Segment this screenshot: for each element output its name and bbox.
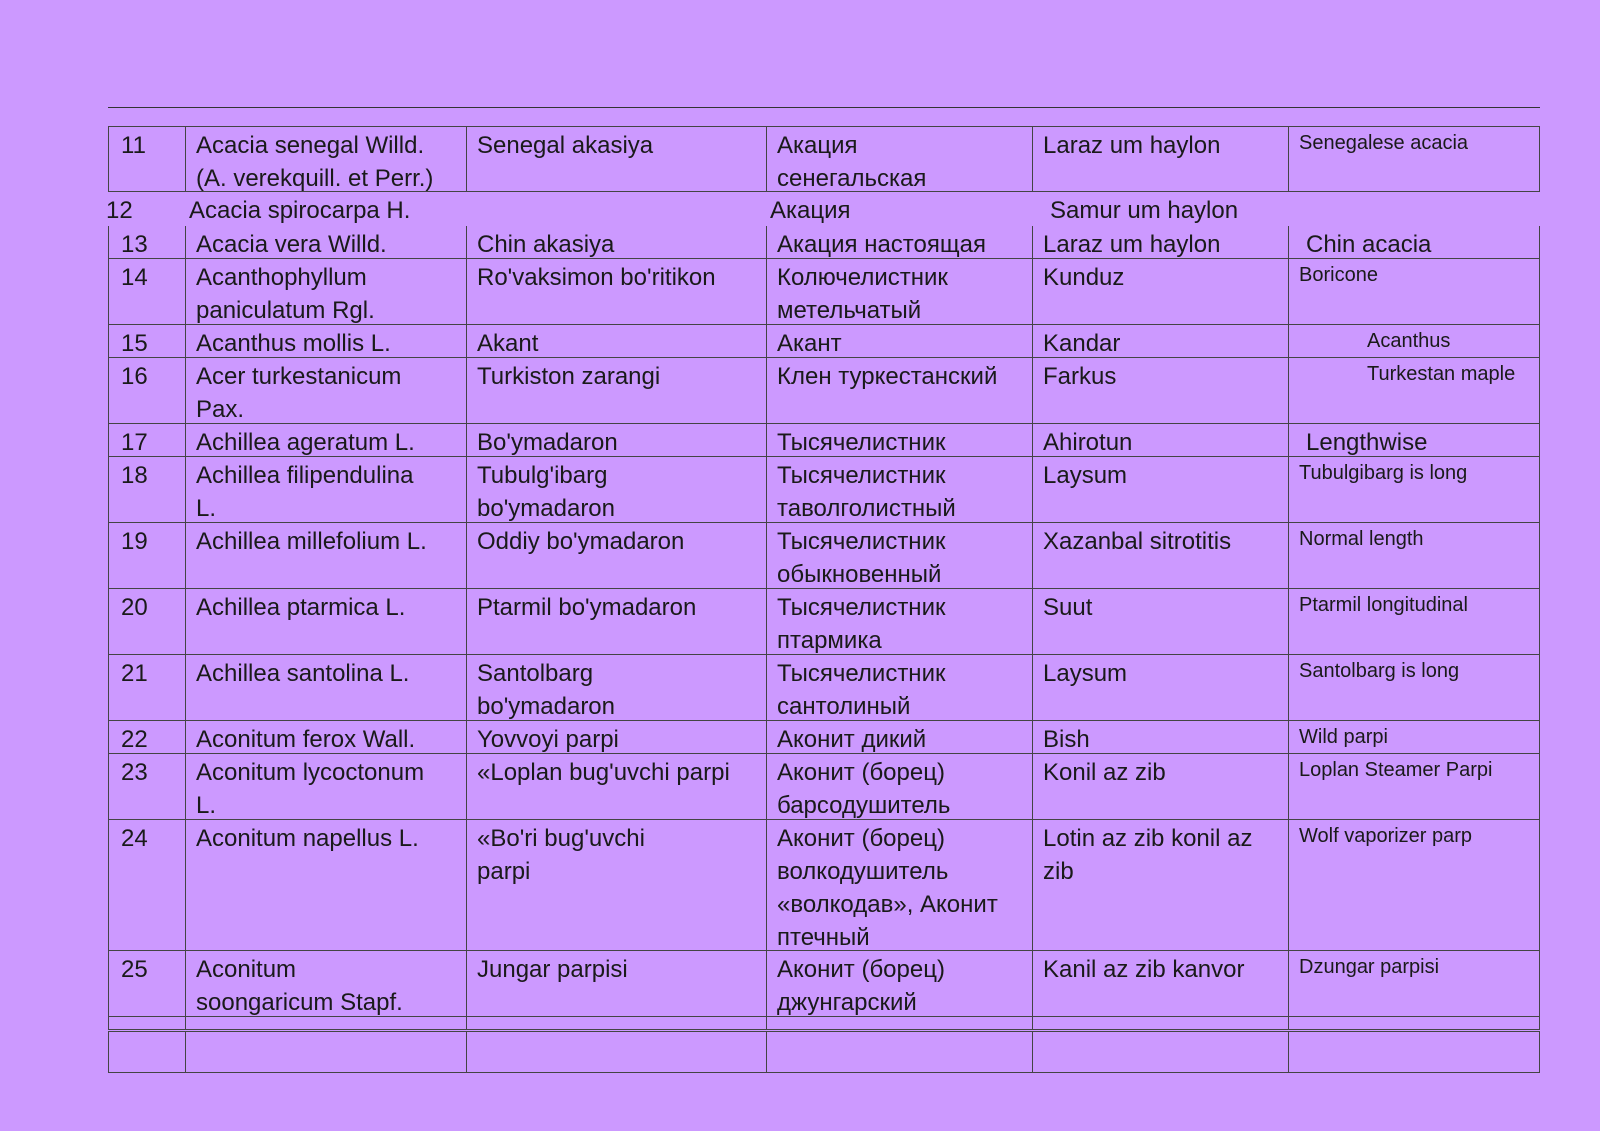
english-name: Loplan Steamer Parpi: [1299, 759, 1493, 781]
russian-name: Колючелистник метельчатый: [767, 259, 1033, 324]
russian-name: Аконит (борец) волкодушитель «волкодав», Аконит птечный: [767, 820, 1033, 950]
russian-name: Клен туркестанский: [767, 358, 1033, 423]
table-row: [106, 192, 1540, 226]
russian-name: Тысячелистник обыкновенный: [767, 523, 1033, 588]
table-row: [108, 721, 1540, 754]
uzbek-name: Tubulg'ibarg bo'ymadaron: [467, 457, 767, 522]
english-name: Ptarmil longitudinal: [1299, 594, 1468, 616]
uzbek-name: «Loplan bug'uvchi parpi: [467, 754, 767, 819]
latin-name: Aconitum ferox Wall.: [186, 721, 467, 753]
english-name: [1286, 192, 1538, 226]
local-name: Farkus: [1033, 358, 1289, 423]
row-number: 22: [109, 721, 186, 753]
uzbek-name: Akant: [467, 325, 767, 357]
english-name: Boricone: [1299, 264, 1378, 286]
uzbek-name: Santolbarg bo'ymadaron: [467, 655, 767, 720]
local-name: Kanil az zib kanvor: [1033, 951, 1289, 1016]
english-name: Normal length: [1299, 528, 1424, 550]
row-number: 18: [109, 457, 186, 522]
latin-name: Acacia senegal Willd. (A. verekquill. et Perr.): [186, 127, 467, 191]
latin-name: Aconitum soongaricum Stapf.: [186, 951, 467, 1016]
latin-name: Acanthophyllum paniculatum Rgl.: [186, 259, 467, 324]
english-name: Tubulgibarg is long: [1299, 462, 1468, 484]
uzbek-name: Jungar parpisi: [467, 951, 767, 1016]
row-number: 11: [109, 127, 186, 191]
uzbek-name: Senegal akasiya: [467, 127, 767, 191]
russian-name: Аконит дикий: [767, 721, 1033, 753]
russian-name: Акация: [770, 197, 851, 224]
table-row: [108, 820, 1540, 951]
table-row: [108, 358, 1540, 424]
russian-name: Тысячелистник птармика: [767, 589, 1033, 654]
table-row: [108, 655, 1540, 721]
uzbek-name: Chin akasiya: [467, 226, 767, 258]
uzbek-name: «Bo'ri bug'uvchi parpi: [467, 820, 767, 950]
empty-table-row: [108, 1017, 1540, 1030]
row-number: 12: [106, 197, 133, 224]
row-number: 24: [109, 820, 186, 950]
local-name: Konil az zib: [1033, 754, 1289, 819]
latin-name: Acacia spirocarpa H.: [189, 197, 411, 224]
english-name: Lengthwise: [1306, 429, 1428, 456]
table-row: [108, 259, 1540, 325]
latin-name: Acer turkestanicum Pax.: [186, 358, 467, 423]
row-number: 23: [109, 754, 186, 819]
local-name: Ahirotun: [1033, 424, 1289, 456]
uzbek-name: Oddiy bo'ymadaron: [467, 523, 767, 588]
table-row: [108, 325, 1540, 358]
row-number: 25: [109, 951, 186, 1016]
russian-name: Тысячелистник: [767, 424, 1033, 456]
latin-name: Achillea millefolium L.: [186, 523, 467, 588]
local-name: Xazanbal sitrotitis: [1033, 523, 1289, 588]
row-number: 21: [109, 655, 186, 720]
russian-name: Акант: [767, 325, 1033, 357]
local-name: Laraz um haylon: [1033, 127, 1289, 191]
local-name: Bish: [1033, 721, 1289, 753]
russian-name: Тысячелистник таволголистный: [767, 457, 1033, 522]
local-name: Lotin az zib konil az zib: [1033, 820, 1289, 950]
russian-name: Акация сенегальская: [767, 127, 1033, 191]
top-rule: [108, 107, 1540, 108]
latin-name: Aconitum lycoctonum L.: [186, 754, 467, 819]
uzbek-name: Ro'vaksimon bo'ritikon: [467, 259, 767, 324]
latin-name: Achillea filipendulina L.: [186, 457, 467, 522]
uzbek-name: Bo'ymadaron: [467, 424, 767, 456]
table-row: [108, 457, 1540, 523]
english-name: Wild parpi: [1299, 726, 1388, 748]
table-row: [108, 424, 1540, 457]
local-name: Samur um haylon: [1050, 197, 1239, 224]
english-name: Acanthus: [1367, 330, 1451, 352]
uzbek-name: Turkiston zarangi: [467, 358, 767, 423]
uzbek-name: Ptarmil bo'ymadaron: [467, 589, 767, 654]
russian-name: Аконит (борец) джунгарский: [767, 951, 1033, 1016]
table-row: [108, 126, 1540, 192]
latin-name: Achillea ageratum L.: [186, 424, 467, 456]
russian-name: Тысячелистник сантолиный: [767, 655, 1033, 720]
local-name: Laraz um haylon: [1033, 226, 1289, 258]
row-number: 19: [109, 523, 186, 588]
table-row: [108, 589, 1540, 655]
row-number: 17: [109, 424, 186, 456]
latin-name: Aconitum napellus L.: [186, 820, 467, 950]
uzbek-name: Yovvoyi parpi: [467, 721, 767, 753]
row-number: 13: [109, 226, 186, 258]
row-number: 14: [109, 259, 186, 324]
empty-table-row: [108, 1031, 1540, 1073]
row-number: 20: [109, 589, 186, 654]
latin-name: Acacia vera Willd.: [186, 226, 467, 258]
row-number: 16: [109, 358, 186, 423]
table-row: [108, 951, 1540, 1017]
english-name: Dzungar parpisi: [1299, 956, 1440, 978]
english-name: Chin acacia: [1306, 231, 1432, 258]
local-name: Suut: [1033, 589, 1289, 654]
english-name: Senegalese acacia: [1299, 132, 1469, 154]
english-name: Turkestan maple: [1367, 363, 1516, 385]
latin-name: Achillea ptarmica L.: [186, 589, 467, 654]
local-name: Kandar: [1033, 325, 1289, 357]
english-name: Wolf vaporizer parp: [1299, 825, 1473, 847]
table-row: [108, 754, 1540, 820]
local-name: Kunduz: [1033, 259, 1289, 324]
uzbek-name: [464, 192, 764, 226]
latin-name: Acanthus mollis L.: [186, 325, 467, 357]
russian-name: Акация настоящая: [767, 226, 1033, 258]
species-table: [108, 126, 1540, 1073]
table-row: [108, 226, 1540, 259]
local-name: Laysum: [1033, 655, 1289, 720]
table-row: [108, 523, 1540, 589]
latin-name: Achillea santolina L.: [186, 655, 467, 720]
russian-name: Аконит (борец) барсодушитель: [767, 754, 1033, 819]
local-name: Laysum: [1033, 457, 1289, 522]
english-name: Santolbarg is long: [1299, 660, 1460, 682]
row-number: 15: [109, 325, 186, 357]
